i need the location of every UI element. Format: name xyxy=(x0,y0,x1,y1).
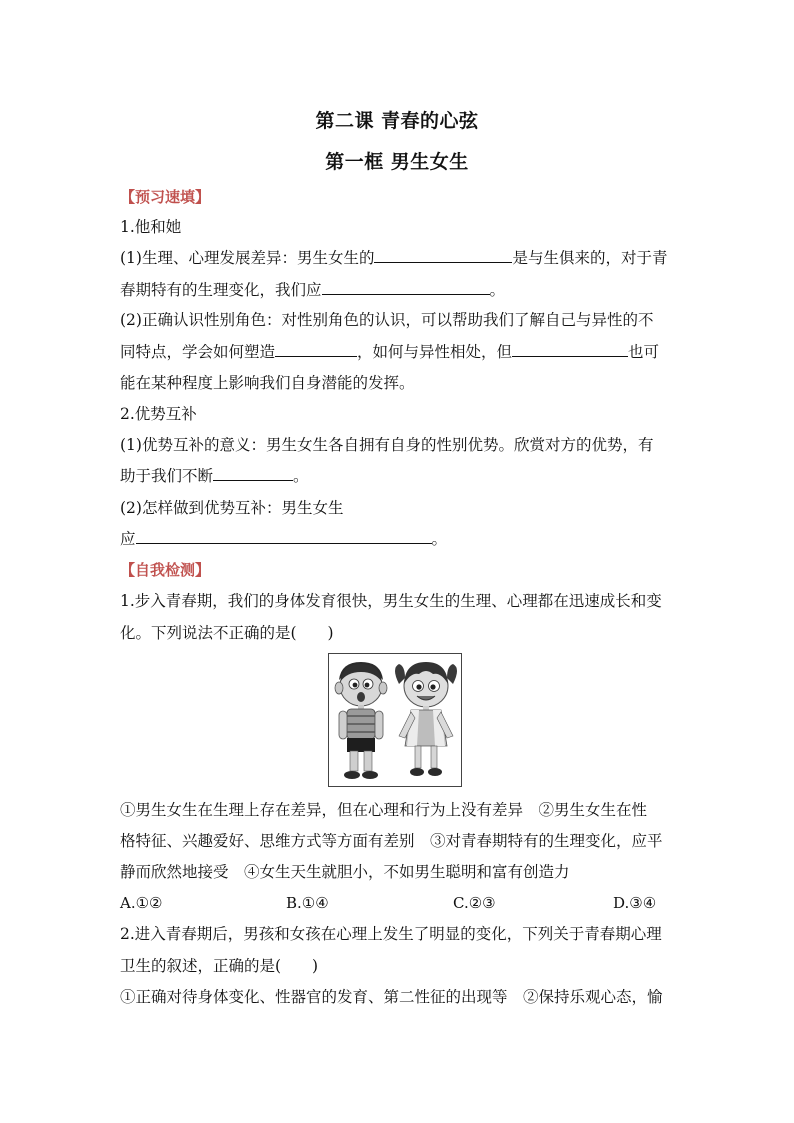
q1-statement-line3: 静而欣然地接受 ④女生天生就胆小，不如男生聪明和富有创造力 xyxy=(120,863,570,881)
lesson-title: 第二课 青春的心弦 xyxy=(315,110,479,132)
item2-2-line2 xyxy=(120,529,676,549)
q1-option-a[interactable]: A.①② xyxy=(120,894,163,912)
section-title: 第一框 男生女生 xyxy=(325,151,469,173)
cartoon-children-image xyxy=(329,654,461,786)
item1-2-line2 xyxy=(120,342,676,362)
item1-2-text-d: 也可 xyxy=(628,343,660,361)
item1-2-text-b: 同特点，学会如何塑造 xyxy=(120,343,276,361)
item1-1-text-c: 春期特有的生理变化，我们应 xyxy=(120,281,322,299)
item2-title: 2.优势互补 xyxy=(120,405,197,423)
item1-1-text-a: (1)生理、心理发展差异：男生女生的 xyxy=(120,249,375,267)
q2-stem-line2: 卫生的叙述，正确的是( ) xyxy=(120,957,319,975)
fill-blank-1[interactable] xyxy=(374,248,512,263)
q1-statement-line2: 格特征、兴趣爱好、思维方式等方面有差别 ③对青春期特有的生理变化，应平 xyxy=(120,832,663,850)
item1-1-text-d: 。 xyxy=(489,281,506,299)
fill-blank-2[interactable] xyxy=(322,280,490,295)
q1-stem-line2: 化。下列说法不正确的是( ) xyxy=(120,624,334,642)
item1-2-line1: (2)正确认识性别角色：对性别角色的认识，可以帮助我们了解自己与异性的不 xyxy=(120,311,654,329)
q1-option-b[interactable]: B.①④ xyxy=(286,894,329,912)
fill-blank-5[interactable] xyxy=(213,466,293,481)
fill-blank-4[interactable] xyxy=(512,342,628,357)
item1-1-text-b: 是与生俱来的，对于青 xyxy=(512,249,668,267)
boy-girl-illustration xyxy=(328,653,462,787)
q2-statement-line1: ①正确对待身体变化、性器官的发育、第二性征的出现等 ②保持乐观心态，愉 xyxy=(120,988,663,1006)
item2-1-line1: (1)优势互补的意义：男生女生各自拥有自身的性别优势。欣赏对方的优势，有 xyxy=(120,436,654,454)
selfcheck-heading: 【自我检测】 xyxy=(120,561,211,579)
item1-2-line3: 能在某种程度上影响我们自身潜能的发挥。 xyxy=(120,374,415,392)
item2-1-line2 xyxy=(120,466,676,486)
q1-stem-line1: 1.步入青春期，我们的身体发育很快，男生女生的生理、心理都在迅速成长和变 xyxy=(120,592,662,610)
item2-2-text-c: 。 xyxy=(431,530,448,548)
item1-1-line1 xyxy=(120,248,676,268)
q1-option-c[interactable]: C.②③ xyxy=(453,894,496,912)
item2-2-text-b: 应 xyxy=(120,530,136,548)
item2-1-text-b: 助于我们不断 xyxy=(120,467,214,485)
q1-statement-line1: ①男生女生在生理上存在差异，但在心理和行为上没有差异 ②男生女生在性 xyxy=(120,801,648,819)
q2-stem-line1: 2.进入青春期后，男孩和女孩在心理上发生了明显的变化，下列关于青春期心理 xyxy=(120,925,662,943)
item2-2-line1: (2)怎样做到优势互补：男生女生 xyxy=(120,499,344,517)
item1-1-line2 xyxy=(120,280,676,300)
item1-2-text-c: ，如何与异性相处，但 xyxy=(357,343,513,361)
q1-option-d[interactable]: D.③④ xyxy=(613,894,657,912)
preview-heading: 【预习速填】 xyxy=(120,188,211,206)
item2-1-text-c: 。 xyxy=(293,467,309,485)
fill-blank-3[interactable] xyxy=(275,342,357,357)
item1-title: 1.他和她 xyxy=(120,218,182,236)
fill-blank-6[interactable] xyxy=(136,529,432,544)
